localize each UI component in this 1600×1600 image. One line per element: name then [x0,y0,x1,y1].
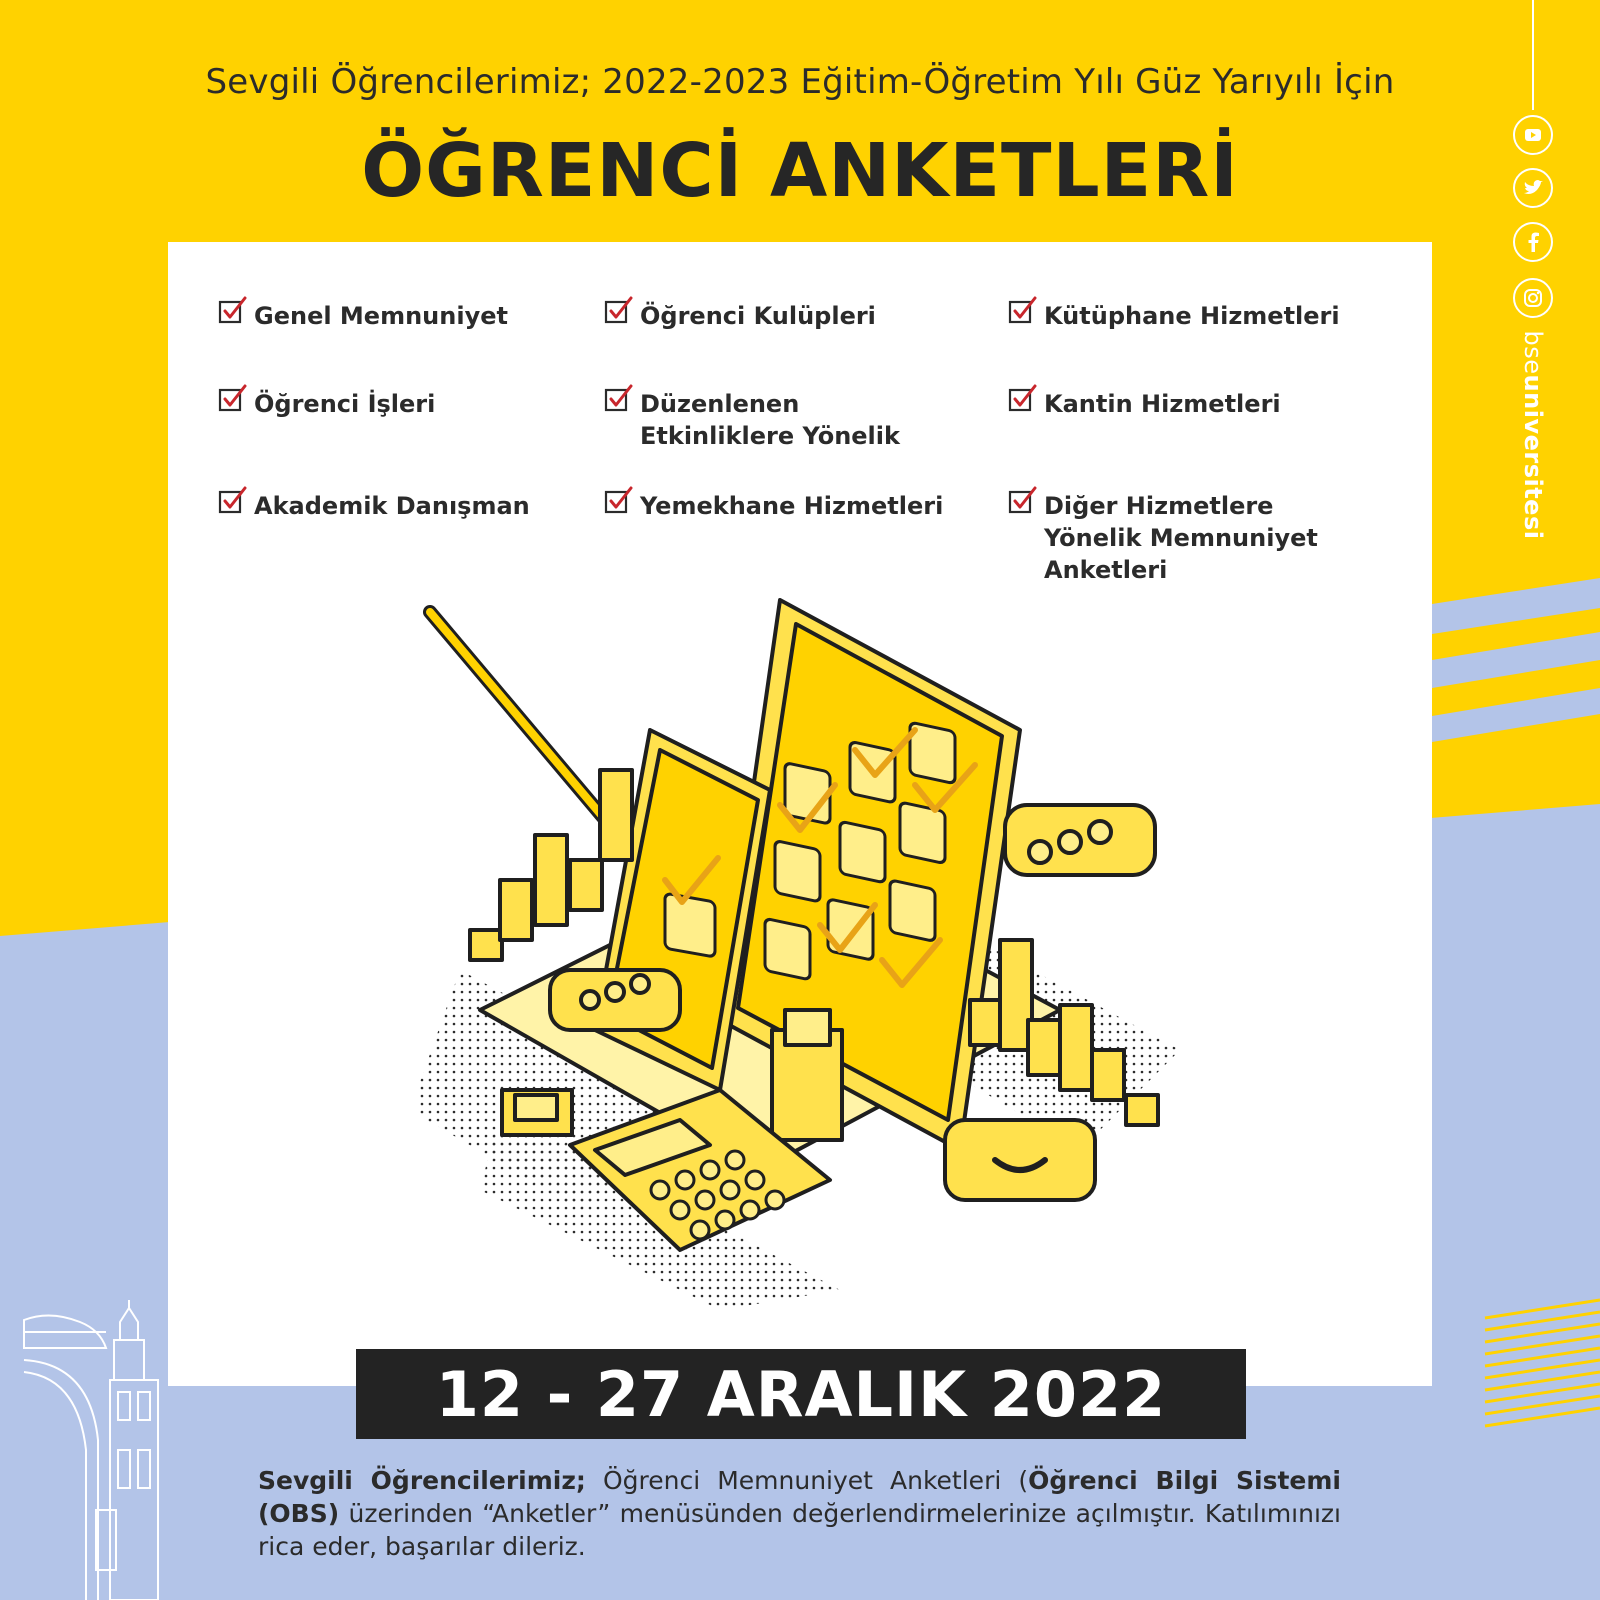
checkbox-checked-icon [218,384,248,414]
page-title: ÖĞRENCİ ANKETLERİ [361,128,1239,214]
date-range-banner: 12 - 27 ARALIK 2022 [356,1349,1246,1439]
survey-illustration [420,590,1200,1310]
survey-item-label [640,490,943,522]
survey-item [218,490,530,522]
twitter-icon[interactable] [1513,168,1553,208]
footer-text-1: Öğrenci Memnuniyet Anketleri ( [585,1466,1029,1495]
brand-logo-text [1519,331,1547,540]
survey-item [218,388,435,420]
survey-item-line: Anketleri [1044,556,1168,584]
youtube-icon[interactable] [1513,115,1553,155]
brand-regular: bse [1519,330,1547,375]
brand-bold: universitesi [1519,374,1547,540]
checkbox-checked-icon [604,384,634,414]
survey-item [1008,388,1281,420]
checkbox-checked-icon [604,296,634,326]
survey-item-line: Öğrenci Kulüpleri [640,302,876,330]
facebook-icon[interactable] [1513,222,1553,262]
survey-item-label [1044,490,1318,586]
survey-item-line: Öğrenci İşleri [254,390,436,418]
survey-item-line: Genel Memnuniyet [254,302,508,330]
survey-item [1008,490,1318,586]
footer-paragraph [258,1464,1341,1563]
survey-item [604,490,943,522]
survey-item-line: Kütüphane Hizmetleri [1044,302,1340,330]
building-outline-illustration [10,1300,190,1600]
survey-item-label [1044,388,1281,420]
footer-bold-intro: Sevgili Öğrencilerimiz; [258,1466,586,1495]
survey-item-label [254,300,508,332]
checkbox-checked-icon [218,486,248,516]
survey-item-label [1044,300,1340,332]
checkbox-checked-icon [1008,384,1038,414]
survey-item [1008,300,1340,332]
survey-item-line: Düzenlenen [640,390,800,418]
survey-item-line: Kantin Hizmetleri [1044,390,1281,418]
survey-item-label [254,388,435,420]
instagram-icon[interactable] [1513,278,1553,318]
footer-text-2: üzerinden “Anketler” menüsünden değerlendirmelerinize açılmıştır. Katılımınızı rica eder, başarılar dileriz. [258,1499,1341,1561]
checkbox-checked-icon [604,486,634,516]
footer-bold-system: Öğrenci Bilgi Sistemi (OBS) [258,1466,1341,1528]
survey-item [218,300,508,332]
survey-item [604,300,876,332]
survey-item [604,388,900,452]
checkbox-checked-icon [1008,296,1038,326]
survey-item-label [640,388,900,452]
checkbox-checked-icon [218,296,248,326]
subtitle: Sevgili Öğrencilerimiz; 2022-2023 Eğitim-Öğretim Yılı Güz Yarıyılı İçin [205,62,1395,102]
survey-item-line: Akademik Danışman [254,492,530,520]
survey-item-label [254,490,530,522]
survey-item-label [640,300,876,332]
survey-item-line: Etkinliklere Yönelik [640,422,900,450]
survey-item-line: Yönelik Memnuniyet [1044,524,1318,552]
survey-item-line: Yemekhane Hizmetleri [640,492,944,520]
survey-item-line: Diğer Hizmetlere [1044,492,1274,520]
checkbox-checked-icon [1008,486,1038,516]
